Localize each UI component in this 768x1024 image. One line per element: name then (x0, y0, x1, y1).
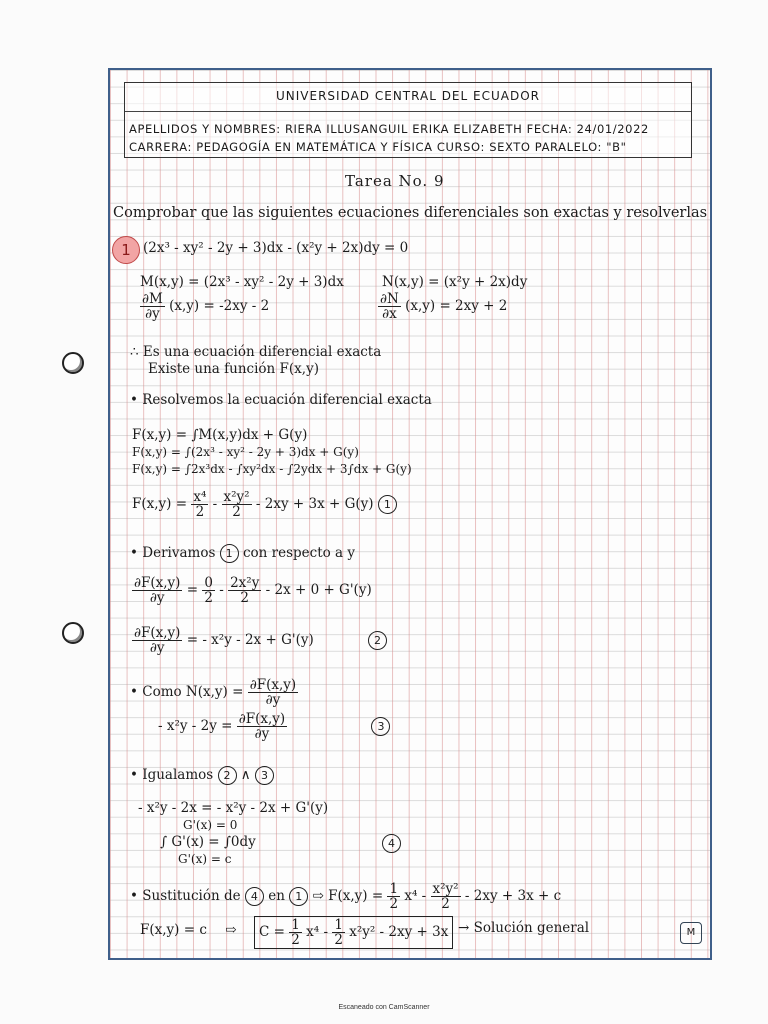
n-definition: N(x,y) = (x²y + 2x)dy (382, 274, 528, 290)
conclusion-exact: ∴ Es una ecuación diferencial exacta (130, 344, 382, 360)
step4-tag-a: 2 (218, 766, 237, 785)
dm-den: ∂y (145, 306, 160, 322)
partial-f-line-1: $\frac{\partial F(x,y)}{\partial y}$ = $\frac{0}{2}$ - $\frac{\text{2x²y}}{2}$ - 2x + 0 + G'(y) (134, 575, 372, 606)
step3-den: ∂y (265, 692, 281, 708)
f4-num1: x⁴ (193, 489, 207, 505)
career-course: CARRERA: PEDAGOGÍA EN MATEMÁTICA Y FÍSICA CURSO: SEXTO PARALELO: "B" (129, 140, 627, 154)
signature-logo-icon: M (680, 922, 702, 944)
final-n2: 1 (334, 917, 343, 933)
f4-den2: 2 (232, 504, 241, 520)
final-c: C = (259, 924, 285, 940)
step5-d2: 2 (441, 896, 450, 912)
step5-tag-a: 4 (245, 887, 264, 906)
equation-3 (158, 712, 390, 741)
step2-post: con respecto a y (242, 545, 356, 561)
f4-num2: x²y² (223, 489, 250, 505)
eq3-den: ∂y (254, 726, 270, 742)
step5-lhs: F(x,y) = (328, 888, 384, 904)
step5-n2: x²y² (432, 881, 459, 897)
m-definition: M(x,y) = (2x³ - xy² - 2y + 3)dx (140, 274, 344, 290)
dn-dx (378, 292, 507, 321)
header-box (124, 82, 692, 158)
student-name-date: APELLIDOS Y NOMBRES: RIERA ILLUSANGUIL ERIKA ELIZABETH FECHA: 24/01/2022 (129, 122, 649, 136)
binder-hole-top (62, 352, 84, 374)
step5-n1: 1 (389, 881, 399, 897)
general-solution-box (254, 916, 453, 949)
header-divider (125, 111, 691, 112)
df1-d1: 2 (204, 590, 213, 606)
step5-mid: en (268, 888, 285, 904)
partial-f-line-2 (132, 626, 387, 655)
step-solve: • Resolvemos la ecuación diferencial exacta (130, 392, 432, 408)
university-title: UNIVERSIDAD CENTRAL DEL ECUADOR (275, 89, 540, 103)
problem-number-badge: 1 (112, 236, 140, 264)
step5-tag-b: 1 (289, 887, 308, 906)
final-x1: x⁴ - (306, 924, 329, 940)
equation-4d: G'(x) = c (178, 852, 232, 866)
equation-tag-2: 2 (368, 631, 387, 650)
f-line-4: F(x,y) = $\frac{\text{x⁴}}{2}$ - $\frac{\text{x²y²}}{2}$ - 2xy + 3x + G(y) 1 (132, 490, 397, 519)
equation-tag-1: 1 (378, 495, 397, 514)
step2-tag: 1 (220, 544, 239, 563)
df1-den: ∂y (149, 590, 165, 606)
f4-rest: - 2xy + 3x + G(y) (255, 496, 374, 512)
f-line-3: F(x,y) = ∫2x³dx - ∫xy²dx - ∫2ydx + 3∫dx + G(y) (132, 462, 412, 476)
df1-num: ∂F(x,y) (134, 575, 181, 591)
step-igualamos (130, 766, 274, 785)
dn-den: ∂x (382, 306, 397, 322)
step4-tag-b: 3 (255, 766, 274, 785)
instruction-text: Comprobar que las siguientes ecuaciones diferenciales son exactas y resolverlas (113, 205, 708, 221)
conclusion-function: Existe una función F(x,y) (148, 361, 319, 377)
step2-pre: • Derivamos (130, 545, 216, 561)
df1-n1: 0 (204, 575, 213, 591)
dm-num: ∂M (142, 291, 163, 307)
df2-num: ∂F(x,y) (134, 625, 181, 641)
df1-d2: 2 (240, 590, 249, 606)
general-solution-label: → Solución general (458, 920, 590, 936)
f4-lhs: F(x,y) = (132, 496, 188, 512)
step4-mid: ∧ (240, 767, 251, 783)
dn-rest: (x,y) = 2xy + 2 (405, 298, 508, 314)
equation-tag-3: 3 (371, 717, 390, 736)
df2-den: ∂y (149, 640, 165, 656)
step5-x1: x⁴ - (404, 888, 427, 904)
eq3-lhs: - x²y - 2y = (158, 718, 233, 734)
binder-hole-bottom (62, 622, 84, 644)
dm-dy (140, 292, 269, 321)
equation-tag-4: 4 (382, 834, 401, 853)
final-arrow: ⇨ (225, 922, 237, 938)
step3-pre: • Como N(x,y) = (130, 684, 244, 700)
task-title: Tarea No. 9 (345, 172, 445, 190)
df2-rest: = - x²y - 2x + G'(y) (186, 632, 314, 648)
final-x2: x²y² - 2xy + 3x (349, 924, 449, 940)
equation-4a: - x²y - 2x = - x²y - 2x + G'(y) (138, 800, 329, 816)
final-d1: 2 (291, 932, 300, 948)
step5-d1: 2 (389, 896, 399, 912)
main-equation: (2x³ - xy² - 2y + 3)dx - (x²y + 2x)dy = 0 (143, 240, 409, 256)
step-como (130, 678, 298, 707)
final-n1: 1 (291, 917, 300, 933)
equation-4c: ∫ G'(x) = ∫0dy (160, 834, 256, 850)
equation-4-tag (382, 834, 401, 853)
scanner-footer: Escaneado con CamScanner (338, 1004, 430, 1011)
final-d2: 2 (334, 932, 343, 948)
step-derive (130, 544, 355, 563)
f-line-2: F(x,y) = ∫(2x³ - xy² - 2y + 3)dx + G(y) (132, 445, 359, 459)
f-line-1: F(x,y) = ∫M(x,y)dx + G(y) (132, 427, 308, 443)
equation-4b: G'(x) = 0 (183, 818, 238, 832)
f4-den1: 2 (195, 504, 205, 520)
step5-rest: - 2xy + 3x + c (464, 888, 562, 904)
df1-rest: - 2x + 0 + G'(y) (265, 582, 372, 598)
final-lhs (140, 922, 237, 938)
dn-num: ∂N (380, 291, 399, 307)
step4-pre: • Igualamos (130, 767, 214, 783)
step5-arrow: ⇨ (312, 888, 324, 904)
step5-pre: • Sustitución de (130, 888, 241, 904)
dm-rest: (x,y) = -2xy - 2 (169, 298, 270, 314)
eq3-num: ∂F(x,y) (238, 711, 286, 727)
df1-n2: 2x²y (230, 575, 260, 591)
step3-num: ∂F(x,y) (249, 677, 297, 693)
final-lhs-text: F(x,y) = c (140, 922, 207, 938)
step-sustitucion (130, 882, 561, 911)
